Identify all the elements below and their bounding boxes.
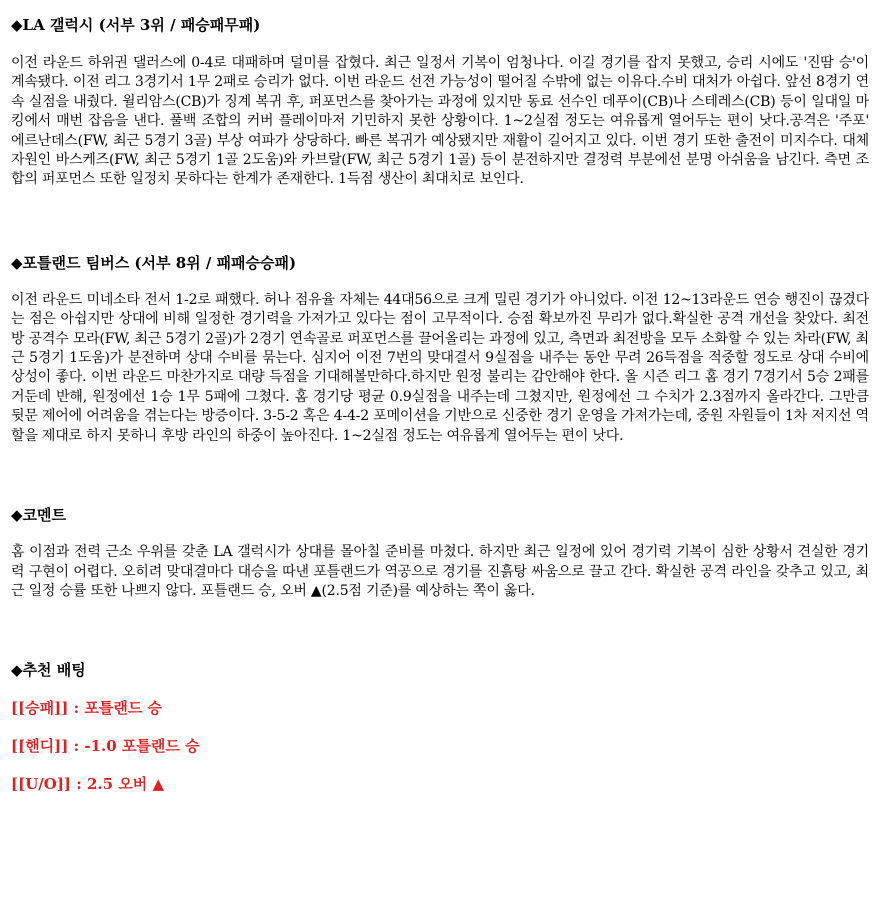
section-body-comment: 홈 이점과 전력 근소 우위를 갖춘 LA 갤럭시가 상대를 몰아칠 준비를 마쳤다. 하지만 최근 일정에 있어 경기력 기복이 심한 상황서 견실한 경기력 구현이 어렵다. 오히려 맞대결마다 대승을 따낸 포틀랜드가 역공으로 경기를 진흙탕 싸움으로 끌고 간다. 확실한 공격 라인을 갖추고 있고, 최근 일정 승률 또한 나쁘지 않다. 포틀랜드 승, 오버 ▲(2.5점 기준)를 예상하는 쪽이 옳다.: [11, 544, 869, 599]
bet-tag: [[승패]]: [11, 699, 69, 718]
section-heading-portland-timbers: ◆포틀랜드 팀버스 (서부 8위 / 패패승승패): [11, 253, 297, 272]
section-heading-recommended-bets: ◆추천 배팅: [11, 661, 86, 680]
bet-pick: : 2.5 오버 ▲: [71, 775, 165, 794]
bet-tag: [[핸디]]: [11, 737, 69, 756]
bet-pick: : -1.0 포틀랜드 승: [68, 737, 200, 756]
section-heading-comment: ◆코멘트: [11, 506, 67, 525]
section-body-la-galaxy: 이전 라운드 하위권 댈러스에 0-4로 대패하며 덜미를 잡혔다. 최근 일정서 기복이 엄청나다. 이길 경기를 잡지 못했고, 승리 시에도 '진땀 승'이 계속됐다. 이전 리그 3경기서 1무 2패로 승리가 없다. 이번 라운드 선전 가능성이 떨어질 수밖에 없는 이유다.수비 대처가 아쉽다. 앞선 8경기 연속 실점을 내줬다. 윌리암스(CB)가 징계 복귀 후, 퍼포먼스를 찾아가는 과정에 있지만 동료 선수인 데푸이(CB)나 스테레스(CB) 등이 일대일 마킹에서 매번 잡음을 낸다. 풀백 조합의 커버 플레이마저 기민하지 못한 상황이다. 1~2실점 정도는 여유롭게 열어두는 편이 낫다.공격은 '주포' 에르난데스(FW, 최근 5경기 3골) 부상 여파가 상당하다. 빠른 복귀가 예상됐지만 재활이 길어지고 있다. 이번 경기 또한 출전이 미지수다. 대체 자원인 바스케즈(FW, 최근 5경기 1골 2도움)와 카브랄(FW, 최근 5경기 1골) 등이 분전하지만 결정력 부분에선 분명 아쉬움을 남긴다. 측면 조합의 퍼포먼스 또한 일정치 못하다는 한계가 존재한다. 1득점 생산이 최대치로 보인다.: [11, 55, 869, 188]
bet-tag: [[U/O]]: [11, 775, 72, 794]
section-body-portland-timbers: 이전 라운드 미네소타 전서 1-2로 패했다. 허나 점유율 자체는 44대56으로 크게 밀린 경기가 아니었다. 이전 12~13라운드 연승 행진이 끊겼다는 점은 아쉽지만 상대에 비해 일정한 경기력을 가져가고 있다는 점이 고무적이다. 승점 확보까진 무리가 없다.확실한 공격 개선을 찾았다. 최전방 공격수 모라(FW, 최근 5경기 2골)가 2경기 연속골로 퍼포먼스를 끌어올리는 과정에 있고, 측면과 최전방을 모두 소화할 수 있는 차라(FW, 최근 5경기 1도움)가 분전하며 상대 수비를 묶는다. 심지어 이전 7번의 맞대결서 9실점을 내주는 동안 무려 26득점을 적중할 정도로 상대 수비에 상성이 좋다. 이번 라운드 마찬가지로 대량 득점을 기대해볼만하다.하지만 원정 불리는 감안해야 한다. 올 시즌 리그 홈 경기 7경기서 5승 2패를 거둔데 반해, 원정에선 1승 1무 5패에 그쳤다. 홈 경기당 평균 0.9실점을 내주는데 그쳤지만, 원정에선 그 수치가 2.3점까지 올라간다. 그만큼 뒷문 제어에 어려움을 겪는다는 방증이다. 3-5-2 혹은 4-4-2 포메이션을 기반으로 신중한 경기 운영을 가져가는데, 중원 자원들이 1차 저지선 역할을 제대로 하지 못하니 후방 라인의 하중이 높아진다. 1~2실점 정도는 여유롭게 열어두는 편이 낫다.: [11, 291, 869, 444]
bet-line-under-over: [11, 773, 869, 795]
bet-line-win-loss: [11, 697, 869, 719]
section-heading-la-galaxy: ◆LA 갤럭시 (서부 3위 / 패승패무패): [11, 16, 261, 34]
bet-line-handicap: [11, 735, 869, 757]
bet-pick: : 포틀랜드 승: [68, 699, 163, 718]
